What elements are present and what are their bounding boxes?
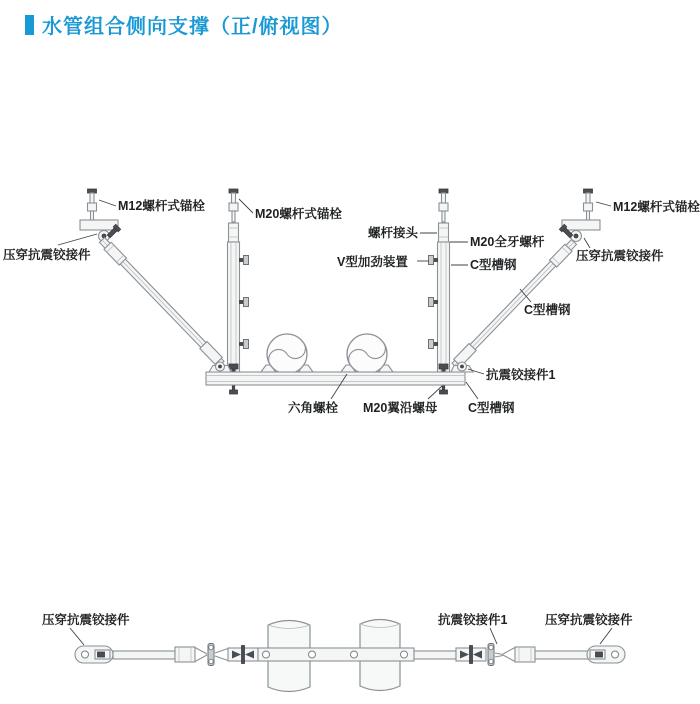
leader-m20-anchor [239,199,253,213]
label-c-channel-diagonal: C型槽钢 [524,303,571,317]
clamp-hole-3 [351,651,358,658]
right-hanger-rod [429,223,450,394]
brace-rod-middle [414,651,456,659]
right-hanger-anchor-bolt [439,189,448,222]
right-wall-hinge-bracket [559,220,600,242]
left-hanger-anchor-bolt [229,189,238,222]
leader-m12-anchor-right [596,202,611,206]
clamp-hole-2 [309,651,316,658]
pipe-section-right [341,334,393,374]
pipe-clamp-plate [258,648,414,661]
label-m12-anchor-left: M12螺杆式锚栓 [118,199,205,213]
label-c-channel-vertical: C型槽钢 [470,258,517,272]
sleeve-coupling-left [175,647,207,662]
brace-rod-left [113,651,175,659]
leader-top-press-hinge-right [600,628,612,644]
label-top-press-hinge-right: 压穿抗震铰接件 [545,613,633,627]
label-press-hinge-right: 压穿抗震铰接件 [576,249,664,263]
label-rod-coupler: 螺杆接头 [368,226,419,240]
leader-top-seismic-hinge-1 [490,628,497,644]
label-press-hinge-left: 压穿抗震铰接件 [3,248,91,262]
hinge-assembly-right [456,646,486,664]
press-hinge-clevis-left [75,646,113,663]
sleeve-coupling-right [503,647,535,662]
leader-m12-anchor-left [99,200,116,206]
front-view [3,189,700,415]
yoke-line-left-top [215,649,228,654]
label-m12-anchor-right: M12螺杆式锚栓 [613,200,700,214]
label-m20-full-thread-rod: M20全牙螺杆 [470,235,545,249]
label-hex-bolt: 六角螺栓 [288,401,339,415]
page-title: 水管组合侧向支撑（正/俯视图） [42,16,343,38]
left-diagonal-brace [98,237,225,368]
brace-rod-right [535,651,588,659]
left-wall-anchor-bolt [88,189,97,222]
top-view [42,612,633,692]
label-seismic-hinge-1: 抗震铰接件1 [486,368,556,382]
pipe-section-left [261,334,313,374]
label-top-seismic-hinge-1: 抗震铰接件1 [438,613,508,627]
label-m20-anchor: M20螺杆式锚栓 [255,207,342,221]
label-m20-flange-nut: M20翼沿螺母 [363,401,438,415]
left-hanger-rod [228,223,249,394]
yoke-line-right-bottom [495,656,503,658]
center-pin-left [208,644,214,666]
label-top-press-hinge-left: 压穿抗震铰接件 [42,613,130,627]
title-accent-bar [25,15,34,35]
leader-top-press-hinge-left [70,628,84,645]
leader-press-hinge-right [584,238,590,248]
left-wall-hinge-bracket [80,220,121,242]
yoke-line-left-bottom [215,656,228,661]
clamp-hole-1 [263,651,270,658]
center-pin-right [488,644,494,666]
label-c-channel-horizontal: C型槽钢 [468,401,515,415]
yoke-line-right-top [495,653,503,655]
leader-press-hinge-left [58,234,97,245]
hinge-assembly-left [228,646,258,664]
bottom-channel [206,372,465,385]
press-hinge-clevis-right [587,646,625,663]
clamp-hole-4 [401,651,408,658]
label-v-stiffener: V型加劲装置 [337,255,408,269]
leader-c-channel-horizontal [466,382,478,399]
page-header [25,10,343,39]
right-wall-anchor-bolt [584,189,593,222]
